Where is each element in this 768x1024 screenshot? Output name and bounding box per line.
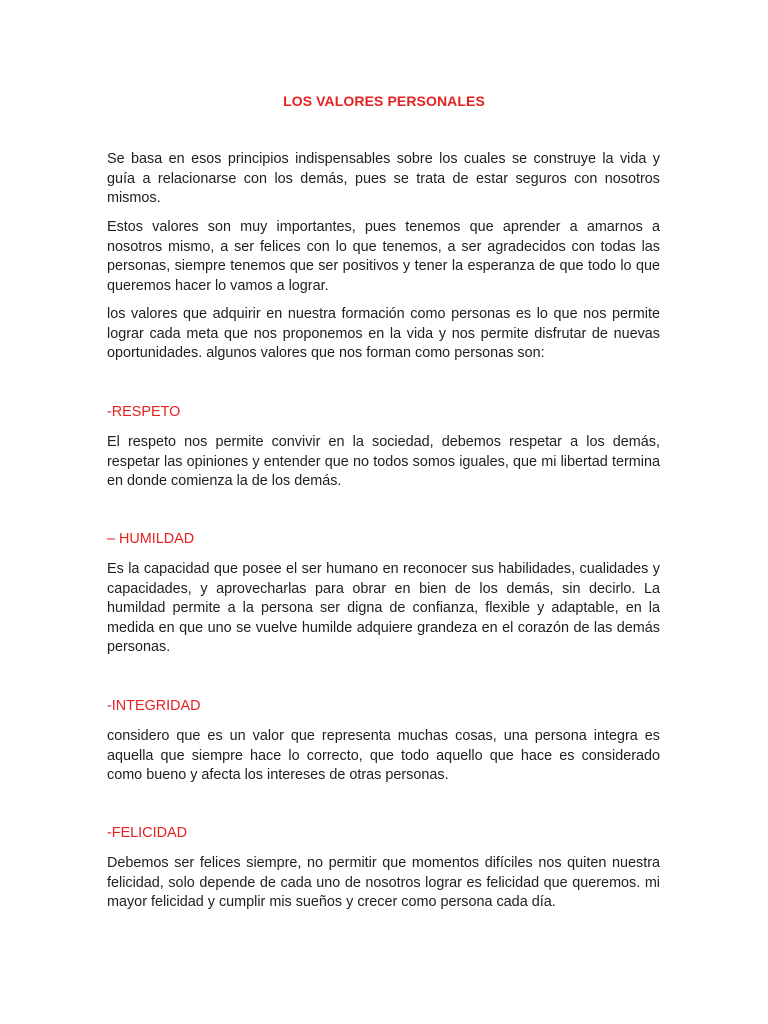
section-heading-humildad: – HUMILDAD: [107, 531, 195, 547]
section-heading-felicidad: -FELICIDAD: [107, 825, 187, 841]
intro-paragraph-2: Estos valores son muy importantes, pues tenemos que aprender a amarnos a nosotros mismo, a ser felices con lo que tenemos, a ser agradecidos con todas las personas, siempre tenemos que ser positivos y tener la esperanza de que todo lo que queremos hacer lo vamos a lograr.: [107, 219, 660, 294]
section-body-humildad: Es la capacidad que posee el ser humano en reconocer sus habilidades, cualidades y capacidades, y aprovecharlas para obrar en bien de los demás, sin decirlo. La humildad permite a la persona ser digna de confianza, flexible y adaptable, en la medida en que uno se vuelve humilde adquiere grandeza en el corazón de las demás personas.: [107, 561, 660, 656]
section-heading-integridad: -INTEGRIDAD: [107, 698, 201, 714]
document-title: LOS VALORES PERSONALES: [283, 93, 485, 109]
section-body-felicidad: Debemos ser felices siempre, no permitir que momentos difíciles nos quiten nuestra felicidad, solo depende de cada uno de nosotros lograr es felicidad que queremos. mi mayor felicidad y cumplir mis sueños y crecer como persona cada día.: [107, 855, 660, 911]
section-heading-respeto: -RESPETO: [107, 404, 181, 420]
section-body-integridad: considero que es un valor que representa muchas cosas, una persona integra es aquella que siempre hace lo correcto, que todo aquello que hace es considerado como bueno y afecta los intereses de otras personas.: [107, 728, 660, 784]
section-body-respeto: El respeto nos permite convivir en la sociedad, debemos respetar a los demás, respetar las opiniones y entender que no todos somos iguales, que mi libertad termina en donde comienza la de los demás.: [107, 434, 660, 490]
intro-paragraph-1: Se basa en esos principios indispensables sobre los cuales se construye la vida y guía a relacionarse con los demás, pues se trata de estar seguros con nosotros mismos.: [107, 151, 660, 207]
intro-paragraph-3: los valores que adquirir en nuestra formación como personas es lo que nos permite lograr cada meta que nos proponemos en la vida y nos permite disfrutar de nuevas oportunidades. algunos valores que nos forman como personas son:: [107, 306, 660, 362]
